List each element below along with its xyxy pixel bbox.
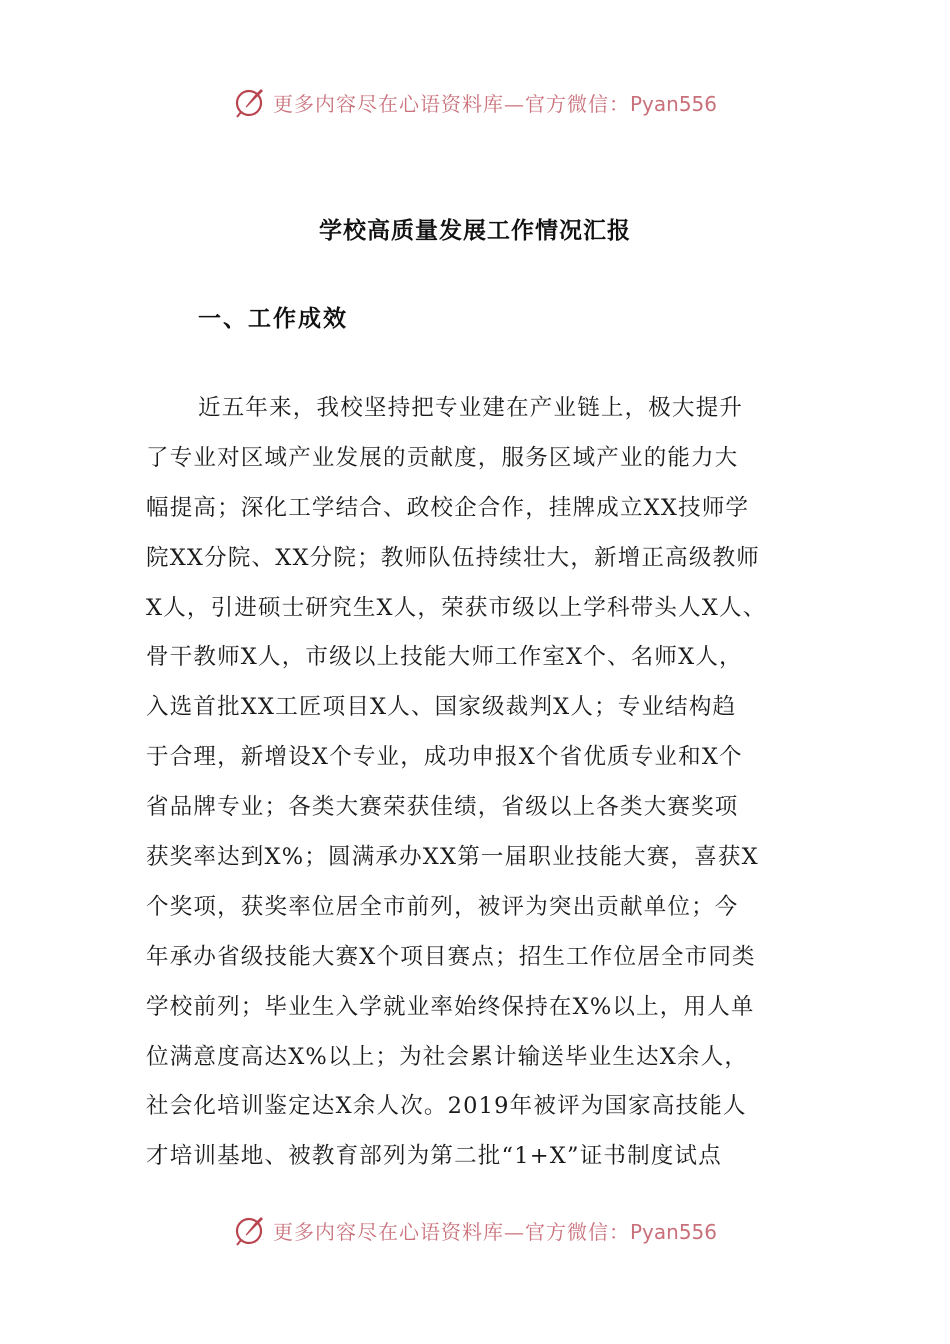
paragraph-line: 获奖率达到X%；圆满承办XX第一届职业技能大赛，喜获X	[146, 844, 759, 871]
paragraph-line: 个奖项，获奖率位居全市前列，被评为突出贡献单位；今	[146, 893, 739, 920]
paragraph-line: 院XX分院、XX分院；教师队伍持续壮大，新增正高级教师	[146, 544, 760, 571]
paragraph-line: 近五年来，我校坚持把专业建在产业链上，极大提升	[198, 395, 744, 421]
paragraph-line: 社会化培训鉴定达X余人次。2019年被评为国家高技能人	[146, 1093, 747, 1120]
watermark-banner-top	[0, 82, 950, 122]
paragraph-line: 位满意度高达X%以上；为社会累计输送毕业生达X余人，	[146, 1043, 749, 1070]
quill-pen-icon	[233, 1213, 267, 1247]
quill-pen-icon	[233, 85, 267, 119]
paragraph-line: 年承办省级技能大赛X个项目赛点；招生工作位居全市同类	[146, 943, 756, 970]
body-paragraph	[146, 384, 816, 1182]
wechat-id: Pyan556	[629, 91, 717, 116]
paragraph-line: 了专业对区域产业发展的贡献度，服务区域产业的能力大	[146, 444, 739, 471]
document-title: 学校高质量发展工作情况汇报	[319, 218, 631, 244]
paragraph-line: 学校前列；毕业生入学就业率始终保持在X%以上，用人单	[146, 993, 755, 1020]
paragraph-line: X人，引进硕士研究生X人，荣获市级以上学科带头人X人、	[146, 594, 767, 621]
paragraph-line: 省品牌专业；各类大赛荣获佳绩，省级以上各类大赛奖项	[146, 794, 739, 821]
wechat-id: Pyan556	[629, 1219, 717, 1244]
paragraph-line: 入选首批XX工匠项目X人、国家级裁判X人；专业结构趋	[146, 694, 737, 721]
paragraph-line: 骨干教师X人，市级以上技能大师工作室X个、名师X人，	[146, 644, 743, 671]
paragraph-line: 才培训基地、被教育部列为第二批“1+X”证书制度试点	[146, 1143, 722, 1170]
paragraph-line: 幅提高；深化工学结合、政校企合作，挂牌成立XX技师学	[146, 494, 750, 521]
paragraph-line: 于合理，新增设X个专业，成功申报X个省优质专业和X个	[146, 744, 743, 771]
watermark-text: 更多内容尽在心语资料库—官方微信：Pyan556	[272, 1219, 717, 1244]
watermark-banner-bottom	[0, 1210, 950, 1250]
watermark-text: 更多内容尽在心语资料库—官方微信：Pyan556	[272, 91, 717, 116]
section-heading: 一、工作成效	[198, 306, 348, 332]
